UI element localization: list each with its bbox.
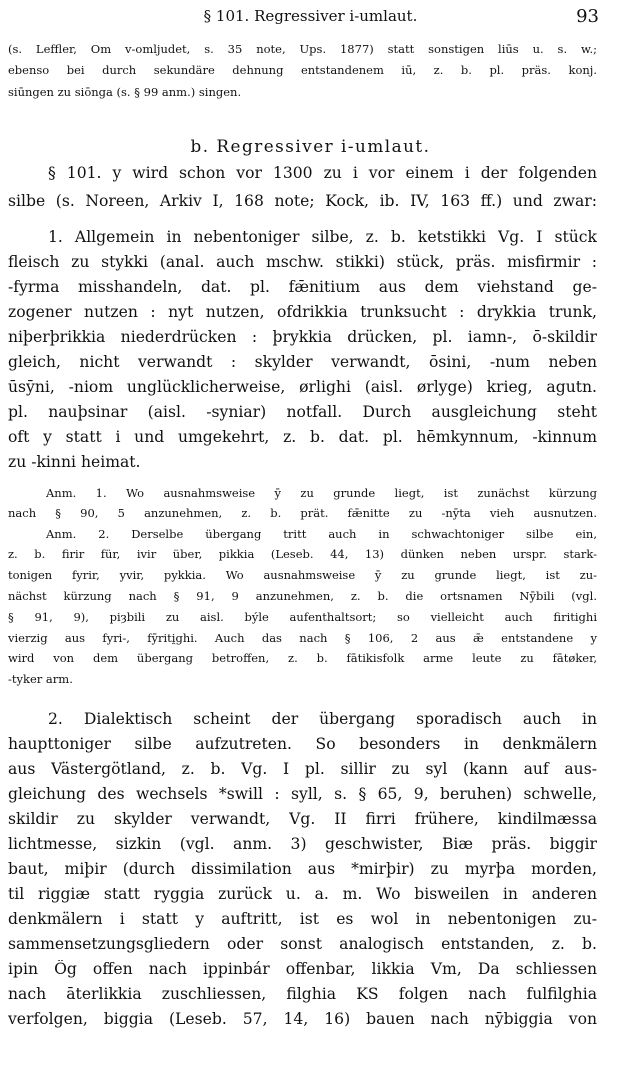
text-line: 1. Allgemein in nebentoniger silbe, z. b. ketstikki Vg. I stück xyxy=(48,228,597,246)
annotation-line: § 91, 9), piȝbili zu aisl. býle aufenthaltsort; so vielleicht auch firitighi xyxy=(8,610,597,624)
text-line: skildir zu skylder verwandt, Vg. II firri frühere, kindilmæssa xyxy=(8,810,597,828)
text-line: (s. Leffler, Om v-omljudet, s. 35 note, Ups. 1877) statt sonstigen liūs u. s. w.; xyxy=(8,42,597,56)
text-line: til riggiæ statt ryggia zurück u. a. m. Wo bisweilen in anderen xyxy=(8,885,597,903)
text-line: 2. Dialektisch scheint der übergang sporadisch auch in xyxy=(48,710,597,728)
annotation-line: vierzig aus fyri-, fȳriti̯ghi. Auch das nach § 106, 2 aus ǣ entstandene y xyxy=(8,631,597,645)
text-line: nach āterlikkia zuschliessen, filghia KS folgen nach fulfilghia xyxy=(8,985,597,1003)
text-line: pl. nauþsinar (aisl. -syniar) notfall. Durch ausgleichung steht xyxy=(8,403,597,421)
text-line: -fyrma misshandeln, dat. pl. fǣnitium aus dem viehstand ge- xyxy=(8,278,597,296)
text-line: zogener nutzen : nyt nutzen, ofdrikkia trunksucht : drykkia trunk, xyxy=(8,303,597,321)
annotation-line: tonigen fyrir, yvir, pykkia. Wo ausnahmsweise ȳ zu grunde liegt, ist zu- xyxy=(8,568,597,582)
running-title: § 101. Regressiver i-umlaut. xyxy=(203,7,418,25)
text-line: ipin Ög offen nach ippinbár offenbar, likkia Vm, Da schliessen xyxy=(8,960,597,978)
text-line: gleich, nicht verwandt : skylder verwandt, ōsini, -num neben xyxy=(8,353,597,371)
section-heading: b. Regressiver i-umlaut. xyxy=(190,136,431,156)
page-number: 93 xyxy=(576,6,599,27)
text-line: haupttoniger silbe aufzutreten. So besonders in denkmälern xyxy=(8,735,597,753)
text-line: denkmälern i statt y auftritt, ist es wol in nebentonigen zu- xyxy=(8,910,597,928)
text-line: baut, miþir (durch dissimilation aus *mirþir) zu myrþa morden, xyxy=(8,860,597,878)
annotation-line: Anm. 1. Wo ausnahmsweise ȳ zu grunde liegt, ist zunächst kürzung xyxy=(46,486,597,500)
text-line: lichtmesse, sizkin (vgl. anm. 3) geschwister, Biæ präs. biggir xyxy=(8,835,597,853)
text-line: sammensetzungsgliedern oder sonst analogisch entstanden, z. b. xyxy=(8,935,597,953)
running-header xyxy=(0,6,621,30)
text-line: fleisch zu stykki (anal. auch mschw. stikki) stück, präs. misfirmir : xyxy=(8,253,597,271)
text-line: niþerþrikkia niederdrücken : þrykkia drücken, pl. iamn-, ō-skildir xyxy=(8,328,597,346)
text-line: gleichung des wechsels *swill : syll, s. § 65, 9, beruhen) schwelle, xyxy=(8,785,597,803)
annotation-line: wird von dem übergang betroffen, z. b. fātikisfolk arme leute zu fātøker, xyxy=(8,651,597,665)
annotation-line: nach § 90, 5 anzunehmen, z. b. prät. fǣnitte zu -nȳta vieh ausnutzen. xyxy=(8,506,597,520)
text-line: ūsȳni, -niom unglücklicherweise, ørlighi (aisl. ørlyge) krieg, agutn. xyxy=(8,378,597,396)
annotation-line: Anm. 2. Derselbe übergang tritt auch in schwachtoniger silbe ein, xyxy=(46,527,597,541)
text-line: ebenso bei durch sekundäre dehnung entstandenem iū, z. b. pl. präs. konj. xyxy=(8,63,597,77)
text-line: § 101. y wird schon vor 1300 zu i vor einem i der folgenden xyxy=(48,164,597,182)
text-line: verfolgen, biggia (Leseb. 57, 14, 16) bauen nach nȳbiggia von xyxy=(8,1010,597,1028)
text-line: oft y statt i und umgekehrt, z. b. dat. pl. hēmkynnum, -kinnum xyxy=(8,428,597,446)
text-line: aus Västergötland, z. b. Vg. I pl. sillir zu syl (kann auf aus- xyxy=(8,760,597,778)
annotation-line: nächst kürzung nach § 91, 9 anzunehmen, z. b. die ortsnamen Nȳbili (vgl. xyxy=(8,589,597,603)
annotation-line: -tyker arm. xyxy=(8,672,73,686)
text-line: zu -kinni heimat. xyxy=(8,453,141,471)
text-line: siūngen zu siōnga (s. § 99 anm.) singen. xyxy=(8,85,242,99)
annotation-line: z. b. firir für, ivir über, pikkia (Leseb. 44, 13) dünken neben urspr. stark- xyxy=(8,547,597,561)
text-line: silbe (s. Noreen, Arkiv I, 168 note; Kock, ib. IV, 163 ff.) und zwar: xyxy=(8,192,597,210)
